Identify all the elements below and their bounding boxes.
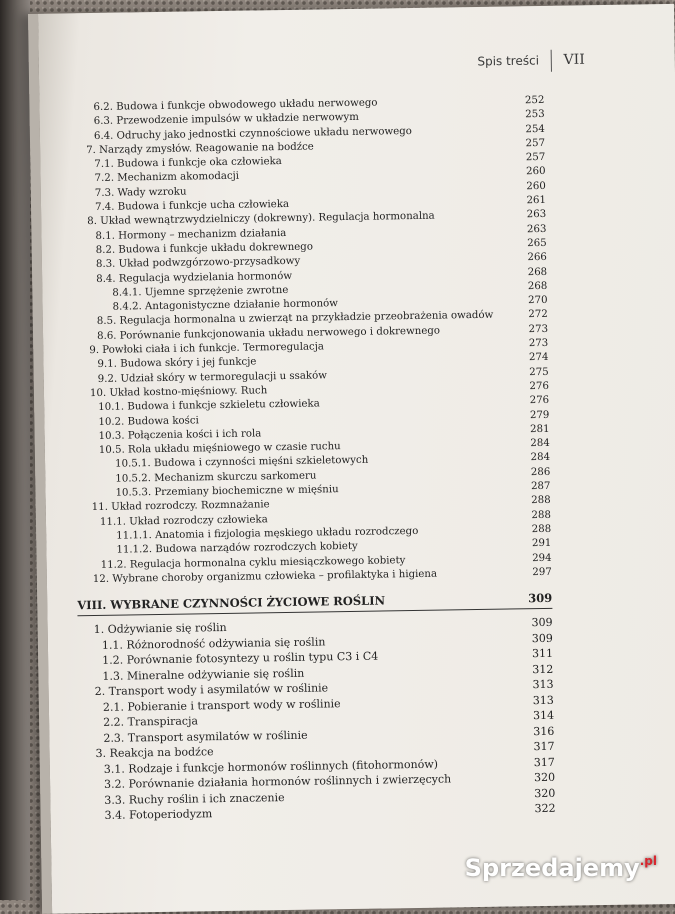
toc-entry-page: 252	[524, 94, 545, 107]
toc-entry-page: 275	[529, 366, 549, 378]
toc-entry-page: 260	[526, 180, 546, 192]
toc-entry-title: 11.1. Układ rozrodczy człowieka	[99, 513, 268, 528]
toc-entry-title: 7.4. Budowa i funkcje ucha człowieka	[94, 199, 290, 214]
toc-entry-title: 7.1. Budowa i funkcje oka człowieka	[94, 156, 282, 171]
toc-entry-title: 3.3. Ruchy roślin i ich znaczenie	[104, 790, 285, 807]
toc-entry-page: 313	[532, 677, 554, 692]
toc-entry-title: 10.1. Budowa i funkcje szkieletu człowieka	[98, 398, 320, 414]
toc-entry-title: 3.4. Fotoperiodyzm	[104, 807, 213, 822]
toc-entry-title: 11.2. Regulacja hormonalna cyklu miesiączkowego kobiety	[100, 554, 406, 571]
toc-entry-page: 286	[530, 466, 551, 478]
toc-entry-title: 8.3. Układ podwzgórzowo-przysadkowy	[95, 256, 301, 271]
page-header	[477, 49, 585, 73]
table-of-contents	[69, 94, 555, 824]
toc-entry-title: 8.5. Regulacja hormonalna u zwierząt na przykładzie przeobrażenia owadów	[96, 310, 494, 328]
book-spine-shadow	[0, 0, 30, 900]
section-title: VIII. WYBRANE CZYNNOŚCI ŻYCIOWE ROŚLIN	[77, 593, 386, 613]
toc-entry-title: 7.2. Mechanizm akomodacji	[94, 171, 240, 185]
toc-entry-page: 317	[533, 739, 555, 754]
toc-entry-title: 9.1. Budowa skóry i jej funkcje	[97, 356, 257, 371]
toc-entry-title: 2.1. Pobieranie i transport wody w roślinie	[102, 696, 341, 714]
toc-entry-page: 288	[531, 523, 552, 536]
toc-entry-page: 313	[532, 693, 554, 707]
toc-entry-title: 6.2. Budowa i funkcje obwodowego układu nerwowego	[93, 97, 378, 113]
toc-entry-title: 2.2. Transpiracja	[103, 714, 199, 730]
toc-entry-page: 274	[528, 352, 549, 364]
toc-entry-title: 6.4. Odruchy jako jednostki czynnościowe układu nerwowego	[93, 125, 412, 142]
toc-entry-title: 9. Powłoki ciała i ich funkcje. Termoregulacja	[89, 341, 325, 357]
toc-entry-page: 254	[525, 123, 545, 135]
toc-entry-page: 257	[525, 152, 546, 164]
toc-entry-page: 265	[527, 237, 547, 250]
toc-entry-page: 320	[534, 786, 556, 800]
toc-entry-title: 2. Transport wody i asymilatów w roślinie	[94, 681, 329, 699]
toc-entry-page: 281	[530, 423, 550, 435]
toc-entry-title: 10. Układ kostno-mięśniowy. Ruch	[89, 385, 268, 400]
toc-entry-title: 10.5. Rola układu mięśniowego w czasie ruchu	[98, 441, 341, 457]
toc-part-1	[69, 94, 552, 587]
toc-entry-title: 8.2. Budowa i funkcje układu dokrewnego	[95, 241, 314, 256]
toc-entry-page: 320	[533, 770, 556, 785]
toc-entry-page: 257	[525, 137, 546, 150]
toc-entry-page: 263	[526, 223, 547, 235]
toc-entry-page: 284	[530, 452, 551, 464]
toc-entry-page: 253	[525, 109, 545, 121]
toc-entry-page: 276	[529, 395, 550, 407]
toc-entry-title: 10.5.3. Przemiany biochemiczne w mięśniu	[115, 484, 339, 499]
toc-entry-page: 311	[532, 646, 554, 661]
toc-entry-title: 8.1. Hormony – mechanizm działania	[95, 227, 287, 242]
toc-entry-page: 322	[534, 801, 556, 816]
toc-entry-page: 273	[528, 323, 549, 335]
toc-entry-page: 276	[529, 380, 549, 393]
toc-entry-page: 287	[530, 480, 551, 493]
header-divider	[551, 50, 552, 72]
toc-entry-title: 3. Reakcja na bodźce	[95, 745, 214, 761]
toc-entry-title: 7.3. Wady wzroku	[94, 186, 187, 199]
toc-entry-page: 309	[531, 631, 553, 645]
toc-entry-title: 8.6. Porównanie funkcjonowania układu nerwowego i dokrewnego	[96, 325, 441, 342]
toc-entry-page: 268	[527, 280, 548, 293]
watermark-suffix: .pl	[639, 854, 657, 868]
watermark-text: Sprzedajemy	[464, 854, 640, 882]
toc-entry-page: 297	[532, 566, 552, 578]
toc-entry-title: 10.5.1. Budowa i czynności mięśni szkieletowych	[115, 455, 369, 471]
toc-entry-title: 1. Odżywianie się roślin	[93, 621, 227, 637]
site-watermark	[465, 854, 657, 882]
toc-entry-page: 309	[531, 615, 553, 630]
toc-entry-page: 316	[533, 724, 555, 738]
toc-entry-title: 1.1. Różnorodność odżywiania się roślin	[101, 635, 326, 652]
toc-entry-page: 288	[531, 495, 551, 507]
toc-entry-title: 8.4.1. Ujemne sprzężenie zwrotne	[112, 284, 289, 299]
toc-entry-title: 1.2. Porównanie fotosyntezy u roślin typu C3 i C4	[102, 649, 379, 668]
toc-entry-page: 279	[529, 409, 550, 421]
toc-entry-page: 261	[526, 194, 547, 207]
toc-entry-page: 288	[531, 509, 552, 521]
toc-entry-page: 317	[533, 755, 555, 769]
toc-entry-title: 7. Narządy zmysłów. Reagowanie na bodźce	[86, 141, 314, 156]
toc-entry-page: 291	[531, 538, 552, 550]
header-page-number: VII	[563, 51, 585, 69]
section-page: 309	[528, 590, 553, 606]
toc-entry-page: 314	[532, 708, 555, 723]
toc-entry-title: 8. Układ wewnątrzwydzielniczy (dokrewny). Regulacja hormonalna	[87, 211, 435, 228]
toc-entry-title: 12. Wybrane choroby organizmu człowieka – profilaktyka i higiena	[92, 568, 438, 585]
header-title: Spis treści	[477, 53, 540, 69]
toc-entry-page: 273	[528, 337, 549, 350]
toc-entry-title: 8.4. Regulacja wydzielania hormonów	[96, 270, 293, 285]
toc-entry-title: 3.2. Porównanie działania hormonów roślinnych i zwierzęcych	[104, 772, 452, 791]
toc-entry-title: 3.1. Rodzaje i funkcje hormonów roślinnych (fitohormonów)	[103, 757, 439, 776]
toc-entry-title: 10.2. Budowa kości	[98, 414, 199, 428]
toc-entry-page: 266	[527, 252, 547, 264]
toc-entry-title: 10.3. Połączenia kości i ich rola	[98, 428, 262, 442]
book-page	[28, 4, 675, 914]
toc-entry-title: 8.4.2. Antagonistyczne działanie hormonów	[112, 298, 339, 313]
toc-entry-page: 268	[527, 266, 548, 278]
toc-entry-page: 312	[532, 662, 554, 676]
toc-entry-title: 11.1.1. Anatomia i fizjologia męskiego układu rozrodczego	[116, 525, 419, 542]
toc-entry-title: 2.3. Transport asymilatów w roślinie	[103, 728, 308, 745]
toc-part-2	[78, 615, 556, 824]
toc-section-heading	[77, 591, 552, 616]
toc-entry-page: 270	[528, 295, 548, 307]
toc-entry-page: 263	[526, 209, 547, 221]
toc-entry-title: 10.5.2. Mechanizm skurczu sarkomeru	[115, 470, 317, 485]
toc-entry-title: 6.3. Przewodzenie impulsów w układzie nerwowym	[93, 112, 359, 128]
toc-entry-title: 11. Układ rozrodczy. Rozmnażanie	[91, 499, 270, 514]
toc-entry-title: 9.2. Udział skóry w termoregulacji u ssaków	[97, 369, 328, 385]
toc-entry-page: 272	[528, 309, 548, 321]
toc-entry-page: 294	[532, 552, 552, 564]
toc-entry-page: 260	[526, 166, 546, 178]
toc-entry-title: 11.1.2. Budowa narządów rozrodczych kobiety	[116, 541, 358, 556]
toc-entry-title: 1.3. Mineralne odżywianie się roślin	[102, 666, 305, 683]
toc-entry-page: 284	[530, 437, 550, 450]
